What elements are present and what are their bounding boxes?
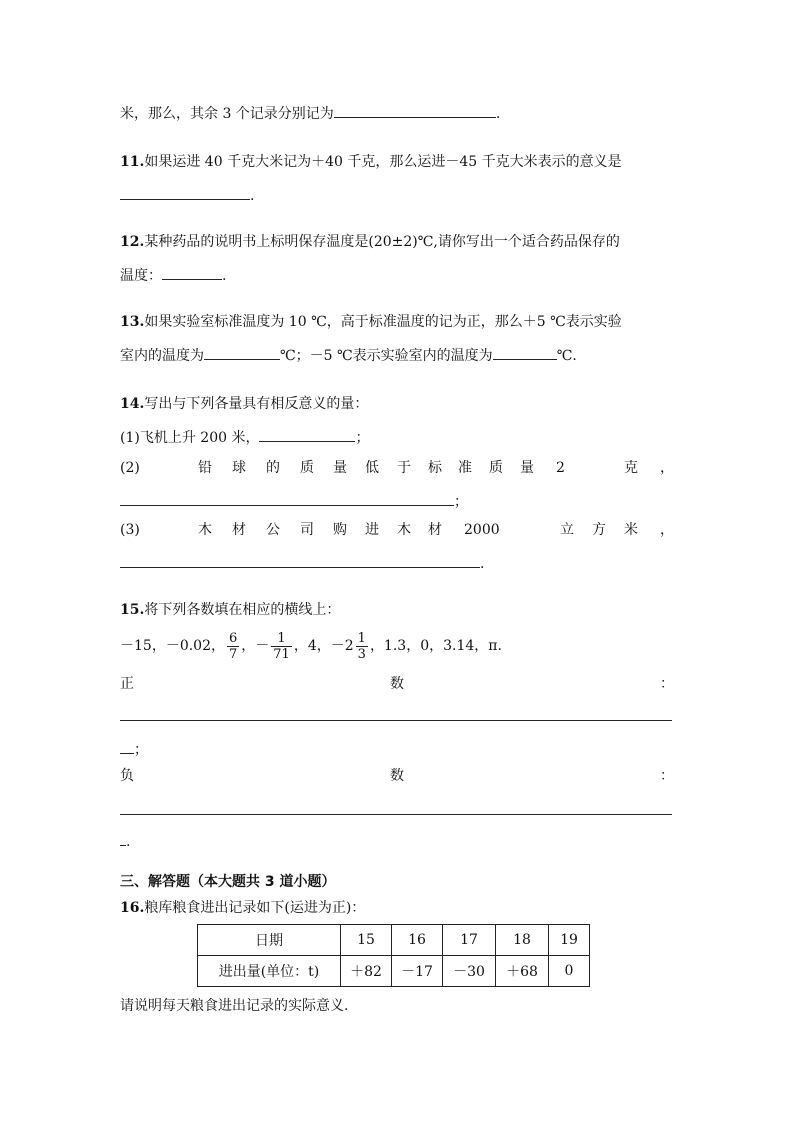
table-cell: 进出量(单位：t) — [198, 956, 341, 987]
table-cell: 16 — [392, 925, 443, 956]
section-heading: 三、解答题（本大题共 3 道小题） — [120, 874, 336, 890]
q14-item2-text: ， — [660, 460, 674, 476]
table-cell: 17 — [443, 925, 496, 956]
negative-label: ： — [660, 768, 674, 784]
q13-number: 13. — [120, 314, 145, 330]
q11-line2: . — [120, 184, 254, 206]
q13-answer-blank-2[interactable] — [493, 344, 557, 360]
positive-label: 正 — [120, 676, 134, 692]
q14-item2-text: 质 — [489, 460, 503, 476]
q14-item3-text: 米 — [624, 522, 638, 538]
q11-line1 — [120, 152, 622, 172]
q14-item2-text: 标 — [428, 460, 442, 476]
q14-item3-blank[interactable] — [120, 552, 480, 568]
q14-item2-blank[interactable] — [120, 490, 454, 506]
positive-answer-tail: ； — [120, 738, 148, 760]
table-cell: ＋68 — [496, 956, 549, 987]
q16-text: 粮库粮食进出记录如下(运进为正)： — [144, 900, 366, 916]
table-cell: －30 — [443, 956, 496, 987]
q14-item3-text: 进 — [365, 522, 379, 538]
q14-item3-text: (3) — [120, 522, 140, 538]
q15-line1 — [120, 600, 340, 620]
fraction-1-3: $\frac{1}{3}$ — [357, 630, 366, 662]
q14-item3-text: 立 — [560, 522, 574, 538]
positive-label: ： — [660, 676, 674, 692]
q14-item2-text: 低 — [365, 460, 379, 476]
q14-item2-text: 量 — [333, 460, 347, 476]
negative-label: 负 — [120, 768, 134, 784]
q15-number-list: －15，－0.02， $\frac{6}{7}$ ，－ $\frac{1}{71}$ ，4，－2 $\frac{1}{3}$ ，1.3，0，3.14，π. — [120, 630, 502, 662]
q10-answer-blank[interactable] — [334, 102, 496, 118]
table-cell: 15 — [341, 925, 392, 956]
table-row — [198, 925, 590, 956]
q14-item2-answer: ； — [120, 490, 468, 512]
q14-line1 — [120, 394, 368, 414]
table-cell: 日期 — [198, 925, 341, 956]
q14-item3-text: 材 — [428, 522, 442, 538]
q14-item2-text: 量 — [520, 460, 534, 476]
q10-line: 米，那么，其余 3 个记录分别记为 . — [120, 102, 500, 124]
q11-number: 11. — [120, 154, 145, 170]
q14-item3-text: 材 — [232, 522, 246, 538]
q14-item3-text: 公 — [266, 522, 280, 538]
q14-item1-blank[interactable] — [259, 426, 355, 442]
q12-line2: 温度： . — [120, 264, 226, 286]
fraction-6-7: $\frac{6}{7}$ — [229, 630, 238, 662]
q14-item2-text: 准 — [458, 460, 472, 476]
q14-item2-text: 2 — [556, 460, 565, 476]
q14-item3-text: 2000 — [464, 522, 500, 538]
q14-item1: (1)飞机上升 200 米， ； — [120, 426, 369, 448]
q13-line2: 室内的温度为 ℃；－5 ℃表示实验室内的温度为 ℃. — [120, 344, 577, 366]
q14-number: 14. — [120, 396, 145, 412]
positive-label: 数 — [390, 676, 404, 692]
positive-answer-line[interactable] — [120, 720, 672, 721]
q14-item2-text: 质 — [300, 460, 314, 476]
q14-item3-text: 方 — [592, 522, 606, 538]
record-table — [197, 924, 590, 987]
q14-item3-text: 司 — [300, 522, 314, 538]
q11-answer-blank[interactable] — [120, 184, 250, 200]
q14-item2-text: (2) — [120, 460, 140, 476]
q14-item2-text: 于 — [397, 460, 411, 476]
q15-text: 将下列各数填在相应的横线上： — [144, 602, 341, 618]
q16-line1 — [120, 898, 365, 918]
table-cell: 0 — [549, 956, 590, 987]
q14-item2-text: 铅 — [198, 460, 212, 476]
table-cell: －17 — [392, 956, 443, 987]
q12-answer-blank[interactable] — [162, 264, 222, 280]
table-cell: 18 — [496, 925, 549, 956]
q14-item3-answer: . — [120, 552, 484, 574]
q14-item2-text: 球 — [232, 460, 246, 476]
q14-item3-text: 木 — [198, 522, 212, 538]
q11-text: 如果运进 40 千克大米记为＋40 千克，那么运进－45 千克大米表示的意义是 — [144, 154, 622, 170]
q14-item2-text: 克 — [624, 460, 638, 476]
q12-line1 — [120, 232, 620, 252]
q10-text: 米，那么，其余 3 个记录分别记为 — [120, 106, 334, 122]
q14-item3-text: 木 — [397, 522, 411, 538]
q16-number: 16. — [120, 900, 145, 916]
negative-answer-line[interactable] — [120, 814, 672, 815]
table-row — [198, 956, 590, 987]
table-cell: 19 — [549, 925, 590, 956]
negative-label: 数 — [390, 768, 404, 784]
table-cell: ＋82 — [341, 956, 392, 987]
q14-item2-text: 的 — [266, 460, 280, 476]
fraction-1-71: $\frac{1}{71}$ — [273, 630, 290, 662]
q14-text: 写出与下列各量具有相反意义的量： — [144, 396, 369, 412]
q13-text: 如果实验室标准温度为 10 ℃，高于标准温度的记为正，那么＋5 ℃表示实验 — [144, 314, 622, 330]
q13-answer-blank-1[interactable] — [204, 344, 280, 360]
q12-text: 某种药品的说明书上标明保存温度是(20±2)℃,请你写出一个适合药品保存的 — [144, 234, 620, 250]
negative-answer-tail: . — [120, 830, 130, 852]
q15-number: 15. — [120, 602, 145, 618]
q14-item3-text: 购 — [333, 522, 347, 538]
q16-instruction: 请说明每天粮食进出记录的实际意义. — [120, 998, 349, 1014]
q12-number: 12. — [120, 234, 145, 250]
q14-item3-text: ， — [660, 522, 674, 538]
q13-line1 — [120, 312, 622, 332]
